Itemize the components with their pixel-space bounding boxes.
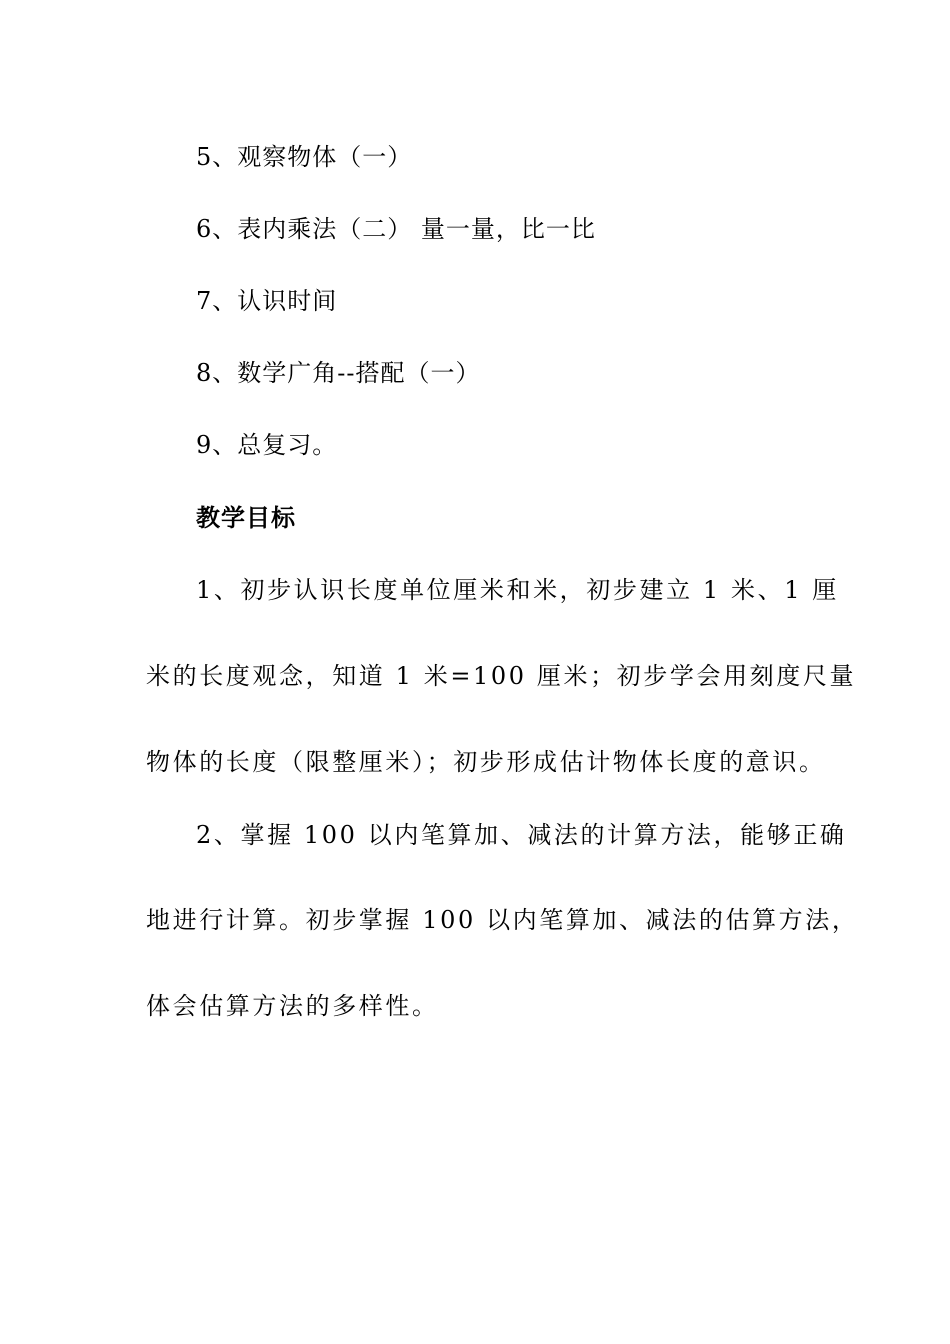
- contents-item-6: 6、表内乘法（二） 量一量，比一比: [196, 215, 596, 243]
- contents-item-8: 8、数学广角--搭配（一）: [196, 359, 481, 387]
- goal-2-line-3: 体会估算方法的多样性。: [146, 992, 439, 1020]
- contents-item-7: 7、认识时间: [196, 287, 338, 315]
- contents-item-5: 5、观察物体（一）: [196, 143, 413, 171]
- contents-item-9: 9、总复习。: [196, 431, 338, 459]
- goal-1-line-1: 1、初步认识长度单位厘米和米，初步建立 1 米、1 厘: [196, 576, 839, 604]
- goal-2-line-2: 地进行计算。初步掌握 100 以内笔算加、减法的估算方法，: [146, 906, 859, 934]
- goal-1-line-3: 物体的长度（限整厘米）；初步形成估计物体长度的意识。: [146, 748, 826, 776]
- goal-1-line-2: 米的长度观念，知道 1 米=100 厘米；初步学会用刻度尺量: [146, 662, 857, 690]
- goal-2-line-1: 2、掌握 100 以内笔算加、减法的计算方法，能够正确: [196, 821, 847, 849]
- section-heading-goals: 教学目标: [196, 504, 296, 532]
